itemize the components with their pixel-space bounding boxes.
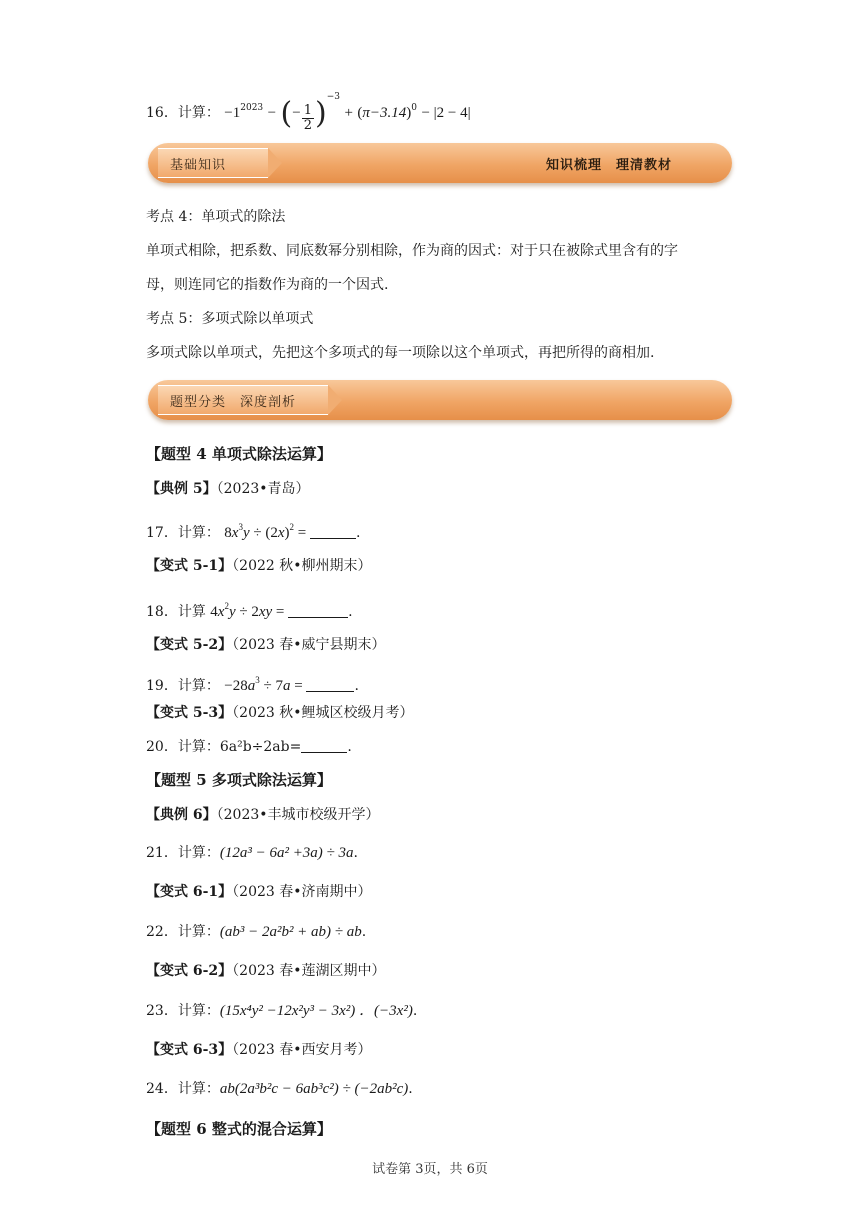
q16-denominator: 2 [303,118,312,133]
q17-exp-3: 3 [238,522,243,532]
q18-exp-2: 2 [224,601,229,611]
question-17-prefix: 17．计算： [146,525,220,541]
variant-6-3-source: （2023 春•西安月考） [232,1042,372,1058]
answer-blank[interactable] [306,677,354,692]
question-21: 21．计算：(12a³ − 6a² +3a) ÷ 3a. [146,845,358,861]
answer-blank[interactable] [301,738,347,753]
type-6-heading: 【题型 6 整式的混合运算】 [146,1120,332,1138]
q17-div: ÷ [249,525,266,541]
q17-exp-2: 2 [289,522,295,532]
q17-equals: = [294,525,310,541]
banner-left-label: 题型分类 深度剖析 [170,395,297,410]
question-18: 18．计算 $4x^2y \div 2xy$ = . [146,601,353,620]
question-23-expr: (15x⁴y² −12x²y³ − 3x²) ．(−3x²) [219,1003,413,1019]
q18-var-xy: xy [258,604,273,620]
q16-minus-one: −1 [224,105,241,121]
variant-6-1-source: （2023 春•济南期中） [232,884,372,900]
q18-var-x: x [217,604,225,620]
q16-fraction [302,104,314,133]
q17-var-x2: x [277,525,285,541]
q16-close-paren-2: ) [406,105,412,121]
variant-6-2-label [146,961,386,981]
question-24-prefix: 24．计算： [146,1081,220,1097]
q18-var-y: y [228,604,236,620]
variant-5-1-label [146,556,372,576]
q17-coef: 8 [224,525,232,541]
banner-question-types [148,380,732,420]
kaodian-4-line-2: 母，则连同它的指数作为商的一个因式. [146,277,389,293]
variant-6-3-label [146,1040,372,1060]
example-6-label [146,805,380,825]
q17-paren-close: ) [284,525,290,541]
q18-div: ÷ 2 [235,604,259,620]
question-24-expr: ab(2a³b²c − 6ab³c²) ÷ (−2ab²c) [219,1081,409,1097]
q16-close-paren: ) [315,96,327,131]
variant-6-2-bracket: 【变式 6-2】 [146,963,233,979]
question-16 [146,87,471,133]
variant-6-2-source: （2023 春•莲湖区期中） [232,963,386,979]
question-20-expr: 6a²b÷2ab= [219,739,302,755]
answer-blank[interactable] [288,603,348,618]
q16-exp-0: 0 [411,103,417,113]
example-5-label [146,479,310,499]
type-5-heading: 【题型 5 多项式除法运算】 [146,771,332,789]
question-20: 20．计算：6a²b÷2ab= . [146,739,352,755]
banner-right-label: 知识梳理 理清教材 [545,158,672,173]
answer-blank[interactable] [310,524,356,539]
question-19-prefix: 19．计算： [146,678,220,694]
banner-arrow-icon [328,385,342,415]
q17-var-y: y [242,525,250,541]
q16-numerator: 1 [303,103,312,118]
question-23-prefix: 23．计算： [146,1003,220,1019]
q19-var-a2: a [282,678,291,694]
example-6-source: （2023•丰城市校级开学） [216,807,380,823]
banner-left-label: 基础知识 [170,158,227,173]
variant-5-3-source: （2023 秋•鲤城区校级月考） [232,705,414,721]
banner-arrow-icon [268,148,282,178]
q16-minus: − [267,105,277,121]
q16-open-paren: ( [280,96,293,131]
q16-exp-neg3: −3 [326,92,340,102]
banner-basic-knowledge [148,143,732,183]
kaodian-5-line-1: 多项式除以单项式，先把这个多项式的每一项除以这个单项式，再把所得的商相加. [146,345,655,361]
variant-6-1-bracket: 【变式 6-1】 [146,884,233,900]
q16-abs-expr: − |2 − 4| [421,105,471,121]
variant-6-3-bracket: 【变式 6-3】 [146,1042,233,1058]
question-18-prefix: 18．计算 [146,604,211,620]
question-20-prefix: 20．计算： [146,739,220,755]
q19-var-a: a [247,678,256,694]
q19-coef: −28 [224,678,248,694]
question-21-prefix: 21．计算： [146,845,220,861]
variant-5-1-bracket: 【变式 5-1】 [146,558,233,574]
question-19: 19．计算： $-28a^3 \div 7a$ = . [146,675,359,694]
q18-coef: 4 [210,604,218,620]
example-5-bracket: 【典例 5】 [146,481,217,497]
example-6-bracket: 【典例 6】 [146,807,217,823]
q16-neg: − [292,105,301,121]
question-22-prefix: 22．计算： [146,924,220,940]
question-16-prefix: 16．计算： [146,105,220,121]
question-22: 22．计算：(ab³ − 2a²b² + ab) ÷ ab. [146,924,367,940]
q18-equals: = [272,604,289,620]
q17-paren-open: (2 [265,525,278,541]
question-17: 17．计算： $8x^3y \div (2x)^2$ = . [146,522,361,541]
variant-5-3-label [146,703,414,723]
kaodian-4-title: 考点 4：单项式的除法 [146,209,286,225]
type-4-heading: 【题型 4 单项式除法运算】 [146,445,332,463]
q19-div: ÷ 7 [259,678,283,694]
q17-var-x: x [231,525,239,541]
question-21-expr: (12a³ − 6a² +3a) ÷ 3a [219,845,354,861]
q16-exp-2023: 2023 [240,103,264,113]
q16-open-paren-2: ( [357,105,363,121]
variant-5-1-source: （2022 秋•柳州期末） [232,558,372,574]
variant-5-2-source: （2023 春•威宁县期末） [232,637,386,653]
q19-exp-3: 3 [255,675,260,685]
question-23: 23．计算：(15x⁴y² −12x²y³ − 3x²) ．(−3x²). [146,1003,418,1019]
question-24: 24．计算：ab(2a³b²c − 6ab³c²) ÷ (−2ab²c). [146,1081,413,1097]
variant-5-2-label [146,635,386,655]
example-5-source: （2023•青岛） [216,481,310,497]
page-footer: 试卷第 3页，共 6页 [372,1162,488,1177]
q16-plus: + [344,105,353,121]
q16-pi-expr: π−3.14 [362,105,407,121]
variant-6-1-label [146,882,372,902]
variant-5-2-bracket: 【变式 5-2】 [146,637,233,653]
kaodian-4-line-1: 单项式相除，把系数、同底数幂分别相除，作为商的因式：对于只在被除式里含有的字 [146,243,678,259]
kaodian-5-title: 考点 5：多项式除以单项式 [146,311,314,327]
question-22-expr: (ab³ − 2a²b² + ab) ÷ ab [219,924,362,940]
variant-5-3-bracket: 【变式 5-3】 [146,705,233,721]
q19-equals: = [290,678,307,694]
